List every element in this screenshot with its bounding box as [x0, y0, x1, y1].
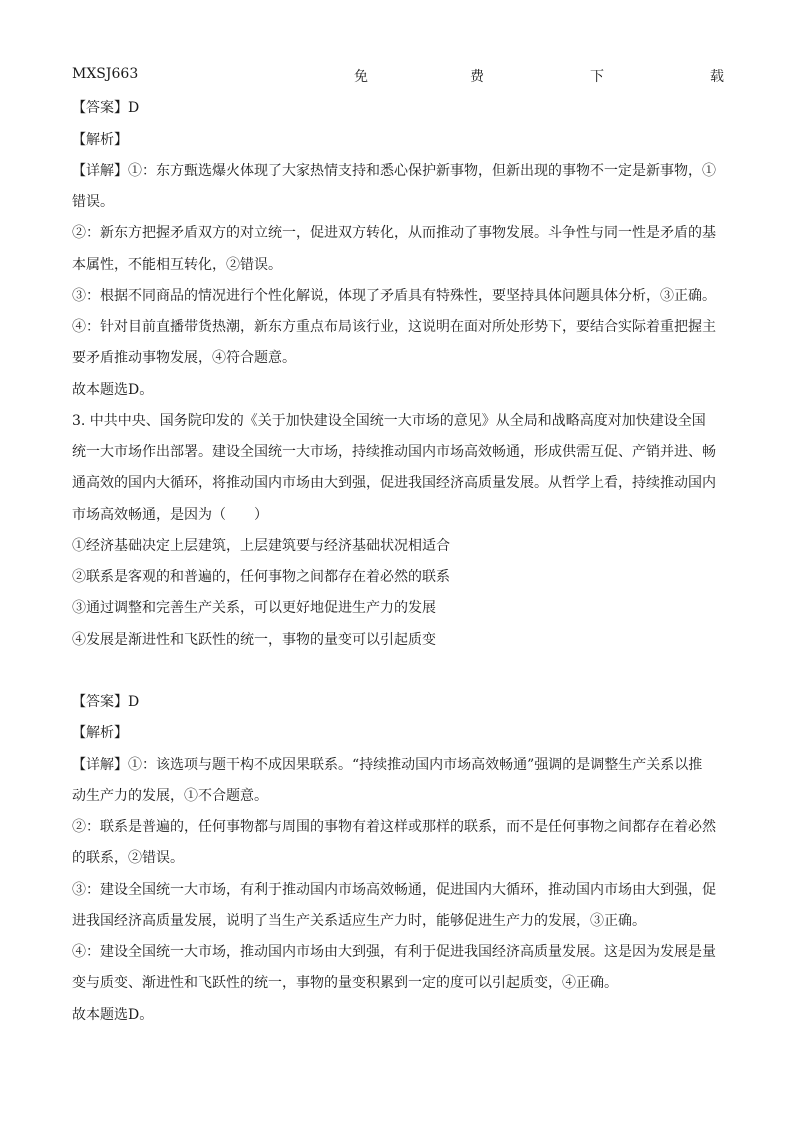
explanation-line: ④：建设全国统一大市场，推动国内市场由大到强，有利于促进我国经济高质量发展。这是因为发展是量: [72, 944, 716, 960]
conclusion-line: 故本题选D。: [72, 1007, 154, 1023]
question-stem: 市场高效畅通，是因为（ ）: [72, 507, 268, 523]
explanation-line: 【详解】①：该选项与题干构不成因果联系。“持续推动国内市场高效畅通”强调的是调整生产关系以推: [72, 757, 703, 773]
header-char-2: 费: [470, 69, 484, 85]
statement-item: ③通过调整和完善生产关系，可以更好地促进生产力的发展: [72, 600, 436, 616]
analysis-label: 【解析】: [72, 725, 128, 741]
conclusion-line: 故本题选D。: [72, 382, 154, 398]
explanation-line: ②：联系是普遍的，任何事物都与周围的事物有着这样或那样的联系，而不是任何事物之间都存在着必然: [72, 819, 716, 835]
header-char-4: 载: [710, 69, 724, 85]
explanation-line: ③：建设全国统一大市场，有利于推动国内市场高效畅通，促进国内大循环，推动国内市场由大到强，促: [72, 882, 716, 898]
statement-item: ①经济基础决定上层建筑，上层建筑要与经济基础状况相适合: [72, 538, 450, 554]
analysis-label: 【解析】: [72, 132, 128, 148]
explanation-line: 要矛盾推动事物发展，④符合题意。: [72, 350, 296, 366]
answer-label: 【答案】D: [72, 100, 140, 116]
explanation-line: 的联系，②错误。: [72, 850, 184, 866]
explanation-line: ②：新东方把握矛盾双方的对立统一，促进双方转化，从而推动了事物发展。斗争性与同一性是矛盾的基: [72, 225, 716, 241]
explanation-line: 进我国经济高质量发展，说明了当生产关系适应生产力时，能够促进生产力的发展，③正确。: [72, 913, 646, 929]
explanation-line: 本属性，不能相互转化，②错误。: [72, 257, 282, 273]
answer-label: 【答案】D: [72, 694, 140, 710]
header-char-3: 下: [590, 69, 604, 85]
header-char-1: 免: [354, 69, 368, 85]
explanation-line: 变与质变、渐进性和飞跃性的统一，事物的量变积累到一定的度可以引起质变，④正确。: [72, 975, 618, 991]
question-stem: 通高效的国内大循环，将推动国内市场由大到强，促进我国经济高质量发展。从哲学上看，持续推动国内: [72, 475, 716, 491]
statement-item: ④发展是渐进性和飞跃性的统一，事物的量变可以引起质变: [72, 632, 436, 648]
question-stem: 统一大市场作出部署。建设全国统一大市场，持续推动国内市场高效畅通，形成供需互促、产销并进、畅: [72, 444, 716, 460]
statement-item: ②联系是客观的和普遍的，任何事物之间都存在着必然的联系: [72, 569, 450, 585]
explanation-line: ④：针对目前直播带货热潮，新东方重点布局该行业，这说明在面对所处形势下，要结合实际着重把握主: [72, 319, 716, 335]
question-stem: 3. 中共中央、国务院印发的《关于加快建设全国统一大市场的意见》从全局和战略高度对加快建设全国: [72, 413, 706, 429]
explanation-line: 错误。: [72, 194, 114, 210]
explanation-line: 【详解】①：东方甄选爆火体现了大家热情支持和悉心保护新事物，但新出现的事物不一定是新事物，①: [72, 163, 716, 179]
page-header: [72, 66, 724, 84]
explanation-line: ③：根据不同商品的情况进行个性化解说，体现了矛盾具有特殊性，要坚持具体问题具体分析，③正确。: [72, 288, 716, 304]
header-code: MXSJ663: [72, 66, 139, 82]
explanation-line: 动生产力的发展，①不合题意。: [72, 788, 268, 804]
